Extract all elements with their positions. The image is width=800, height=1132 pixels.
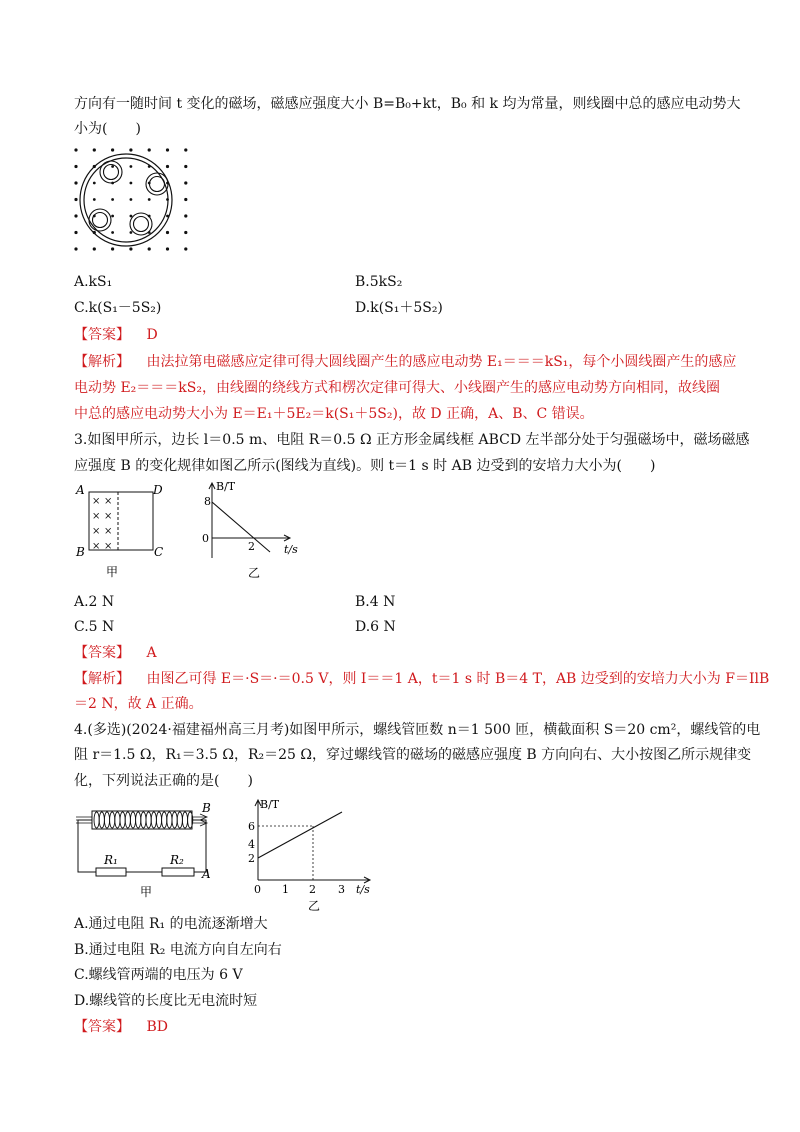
- vertex-b-label: B: [76, 545, 85, 559]
- field-dot: [184, 181, 187, 184]
- q3-option-c[interactable]: C.5 N: [74, 619, 115, 635]
- q4-r2-label: R₂: [170, 853, 184, 867]
- q2-analysis-line3: 中总的感应电动势大小为 E＝E₁＋5E₂＝k(S₁＋5S₂)，故 D 正确，A、B、C 错误。: [74, 406, 594, 422]
- q2-answer: D: [146, 327, 158, 343]
- q2-coil-figure: [74, 148, 192, 252]
- q3-y-axis-label: B/T: [216, 480, 236, 493]
- q2-option-a[interactable]: A.kS₁: [74, 274, 113, 290]
- field-dot: [111, 198, 114, 201]
- field-cross: ×: [92, 511, 101, 522]
- q4-y-axis-label: B/T: [260, 798, 280, 811]
- q3-fig-jia-caption: 甲: [106, 565, 119, 579]
- vertex-d-label: D: [153, 483, 163, 497]
- field-dot: [184, 247, 187, 250]
- field-dot: [130, 231, 133, 234]
- q3-option-b[interactable]: B.4 N: [355, 594, 396, 610]
- q2-option-b[interactable]: B.5kS₂: [355, 274, 403, 290]
- q4-option-b[interactable]: B.通过电阻 R₂ 电流方向自左向右: [74, 942, 282, 958]
- q4-fig-jia-caption: 甲: [140, 885, 153, 899]
- field-dot: [130, 198, 133, 201]
- field-dot: [166, 247, 169, 250]
- field-cross: ×: [104, 511, 113, 522]
- q4-x-tick-2: 2: [309, 883, 316, 896]
- q4-fig-yi-caption: 乙: [308, 899, 321, 913]
- q4-y-tick-4: 4: [248, 838, 255, 851]
- field-cross: ×: [104, 526, 113, 537]
- field-dot: [111, 231, 114, 234]
- q2-analysis-line1: [74, 352, 736, 372]
- q3-option-a[interactable]: A.2 N: [74, 594, 115, 610]
- answer-tag: 【答案】: [74, 1019, 130, 1035]
- field-dot: [74, 165, 77, 168]
- field-dot: [148, 198, 151, 201]
- q2-answer-line: [74, 325, 158, 345]
- field-dot: [184, 198, 187, 201]
- field-dot: [184, 148, 187, 151]
- q4-answer-line: [74, 1017, 168, 1037]
- field-cross: ×: [92, 541, 101, 552]
- field-dot: [184, 165, 187, 168]
- q4-field-b-label: B: [202, 801, 211, 815]
- field-dot: [148, 247, 151, 250]
- field-dot: [74, 198, 77, 201]
- q2-analysis-line2: 电动势 E₂＝＝＝kS₂，由线圈的绕线方式和楞次定律可得大、小线圈产生的感应电动势方向相同，故线圈: [74, 380, 720, 396]
- q2-option-c[interactable]: C.k(S₁－5S₂): [74, 300, 162, 316]
- q4-x-axis-label: t/s: [356, 883, 370, 896]
- field-cross: ×: [92, 526, 101, 537]
- q3-stem-line2: 应强度 B 的变化规律如图乙所示(图线为直线)。则 t＝1 s 时 AB 边受到的安培力大小为( ): [74, 458, 656, 474]
- vertex-a-label: A: [76, 483, 85, 497]
- q4-bt-graph: [246, 796, 386, 914]
- q4-option-c[interactable]: C.螺线管两端的电压为 6 V: [74, 967, 243, 983]
- q3-fig-yi-caption: 乙: [248, 566, 261, 580]
- field-dot: [129, 148, 132, 151]
- field-dot: [184, 214, 187, 217]
- q3-bt-graph: [198, 480, 310, 584]
- q4-stem-line1: 4.(多选)(2024·福建福州高三月考)如图甲所示，螺线管匝数 n＝1 500 匝，横截面积 S＝20 cm²，螺线管的电: [74, 722, 761, 738]
- field-dot: [74, 247, 77, 250]
- field-dot: [111, 148, 114, 151]
- field-dot: [166, 148, 169, 151]
- field-dot: [93, 198, 96, 201]
- field-dot: [111, 247, 114, 250]
- q3-option-d[interactable]: D.6 N: [355, 619, 396, 635]
- field-dot: [93, 247, 96, 250]
- field-cross: ×: [104, 496, 113, 507]
- q3-analysis-text1: 由图乙可得 E＝·S＝·＝0.5 V，则 I＝＝1 A，t＝1 s 时 B＝4 T，AB 边受到的安培力大小为 F＝IlB: [146, 671, 770, 687]
- field-cross: ×: [104, 541, 113, 552]
- q4-x-tick-3: 3: [338, 883, 345, 896]
- field-dot: [166, 231, 169, 234]
- field-dot: [130, 165, 133, 168]
- field-cross: ×: [92, 496, 101, 507]
- q3-answer: A: [146, 645, 157, 661]
- field-dot: [74, 231, 77, 234]
- q3-stem-line1: 3.如图甲所示，边长 l＝0.5 m、电阻 R＝0.5 Ω 正方形金属线框 ABCD 左半部分处于匀强磁场中，磁场磁感: [74, 432, 750, 448]
- q3-answer-line: [74, 643, 157, 663]
- q4-r1-label: R₁: [104, 853, 118, 867]
- field-dot: [74, 214, 77, 217]
- q3-x-tick-2: 2: [248, 540, 255, 553]
- q4-x-tick-0: 0: [254, 883, 261, 896]
- field-dot: [93, 182, 96, 185]
- q4-solenoid-circuit: [70, 800, 220, 910]
- q2-analysis-text1: 由法拉第电磁感应定律可得大圆线圈产生的感应电动势 E₁＝＝＝kS₁，每个小圆线圈产生的感应: [146, 354, 737, 370]
- field-dot: [129, 247, 132, 250]
- vertex-c-label: C: [154, 545, 164, 559]
- q3-x-axis-label: t/s: [284, 543, 298, 556]
- field-dot: [184, 231, 187, 234]
- q4-x-tick-1: 1: [282, 883, 289, 896]
- q2-option-d[interactable]: D.k(S₁＋5S₂): [355, 300, 443, 316]
- q4-point-a-label: A: [202, 867, 211, 881]
- q2-stem-line2: 小为( ): [74, 121, 141, 137]
- q4-stem-line3: 化，下列说法正确的是( ): [74, 773, 253, 789]
- answer-tag: 【答案】: [74, 327, 130, 343]
- q3-analysis-line2: ＝2 N，故 A 正确。: [74, 696, 203, 712]
- analysis-tag: 【解析】: [74, 354, 130, 370]
- q3-analysis-line1: [74, 669, 769, 689]
- q3-y-tick-8: 8: [204, 495, 211, 508]
- field-dot: [111, 215, 114, 218]
- q3-origin-label: 0: [202, 532, 209, 545]
- answer-tag: 【答案】: [74, 645, 130, 661]
- field-dot: [74, 181, 77, 184]
- q3-frame-figure: [74, 482, 184, 582]
- field-dot: [130, 182, 133, 185]
- q4-y-tick-6: 6: [248, 820, 255, 833]
- field-dot: [166, 165, 169, 168]
- analysis-tag: 【解析】: [74, 671, 130, 687]
- q4-answer: BD: [146, 1019, 168, 1035]
- q4-y-tick-2: 2: [248, 852, 255, 865]
- field-dot: [148, 148, 151, 151]
- q4-option-a[interactable]: A.通过电阻 R₁ 的电流逐渐增大: [74, 916, 268, 932]
- field-dot: [93, 148, 96, 151]
- q4-option-d[interactable]: D.螺线管的长度比无电流时短: [74, 993, 258, 1009]
- field-dot: [74, 148, 77, 151]
- q4-stem-line2: 阻 r＝1.5 Ω，R₁＝3.5 Ω，R₂＝25 Ω，穿过螺线管的磁场的磁感应强度 B 方向向右、大小按图乙所示规律变: [74, 747, 752, 763]
- q2-stem-line1: 方向有一随时间 t 变化的磁场，磁感应强度大小 B=B₀+kt，B₀ 和 k 均为常量，则线圈中总的感应电动势大: [74, 96, 741, 112]
